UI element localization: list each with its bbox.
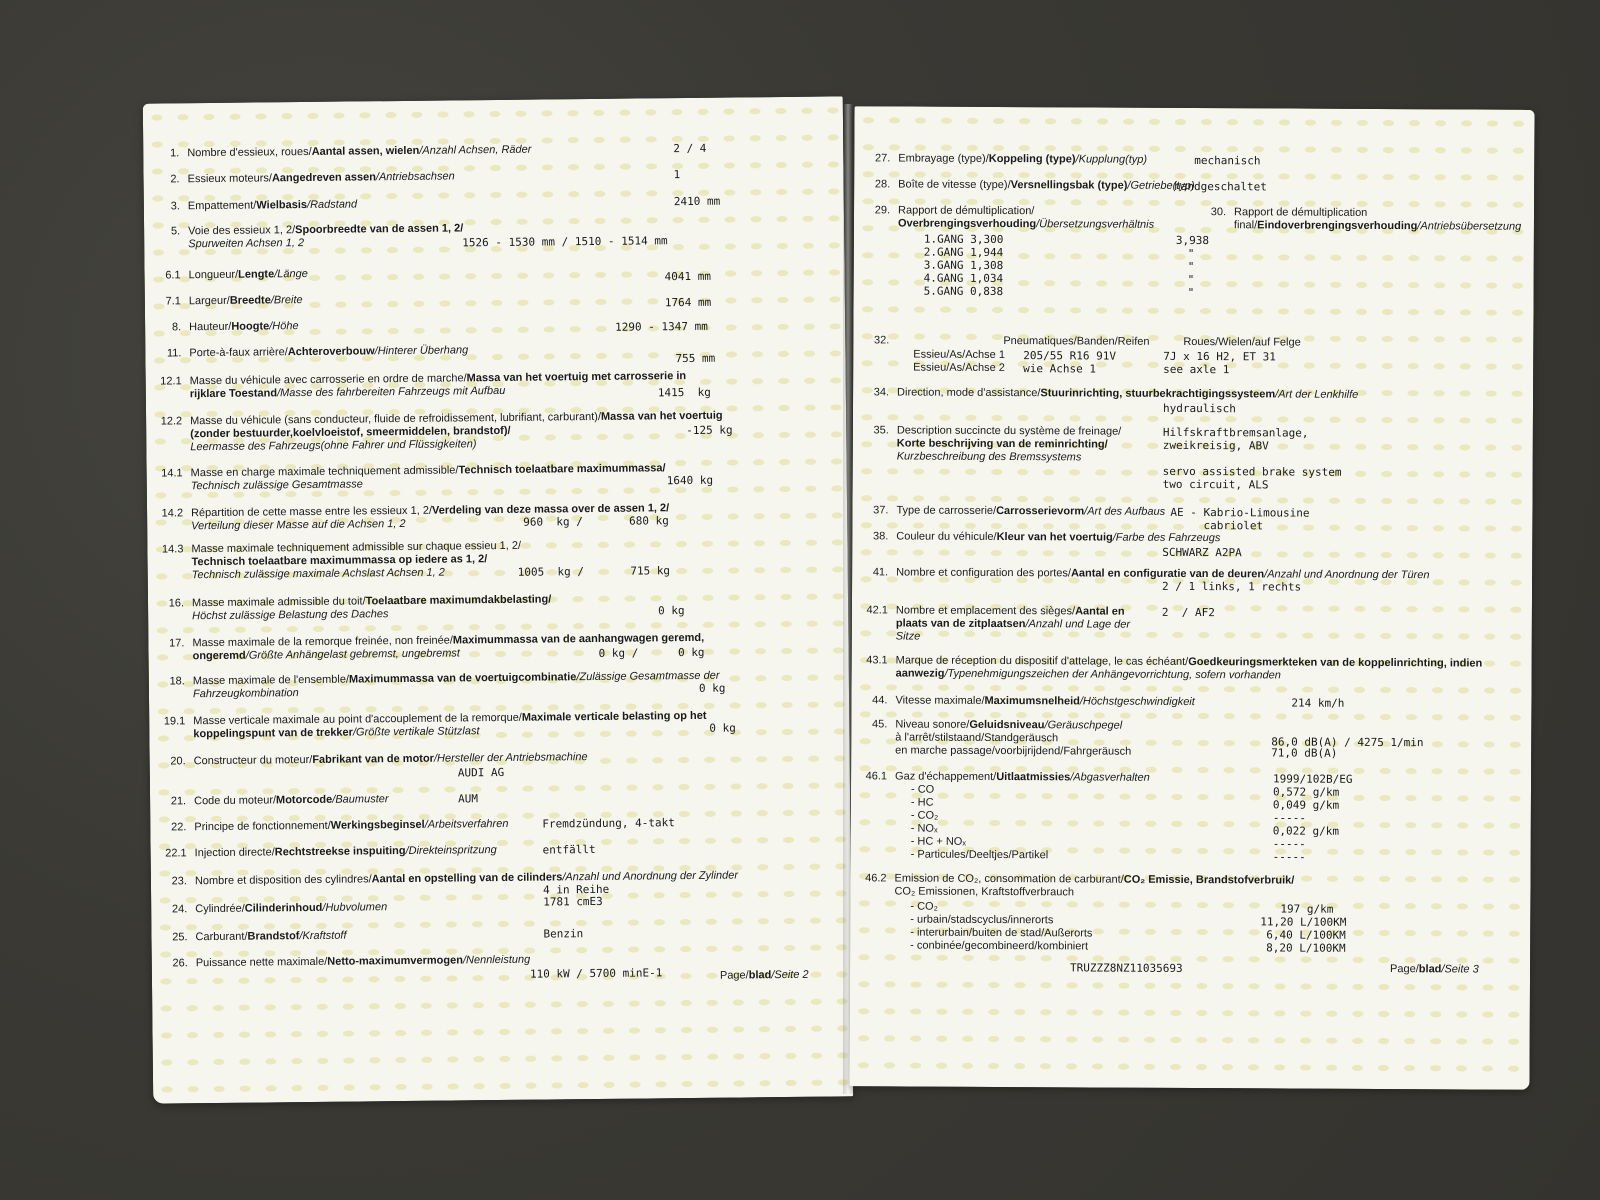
consumption-row: - CO₂ 197 g/km <box>910 900 1334 916</box>
right-page <box>849 106 1534 1090</box>
emission-row: - NOₓ 0,022 g/km <box>910 822 1340 838</box>
item-14-1: 14.1 Masse en charge maximale techniquement admissible/Technisch toelaatbare maximummassa/ Technisch zulässige Gesamtmasse 1640 kg <box>161 462 714 493</box>
gear-row: 2.GANG 1,944 " <box>923 245 1195 261</box>
item-11: 11. Porte-à-faux arrière/Achteroverbouw/Hinterer Überhang 755 mm <box>166 344 716 366</box>
tyre-axle-1: Essieu/As/Achse 1 205/55 R16 91V 7J x 16 H2, ET 31 <box>913 348 1276 364</box>
item-6-1: 6.1 Longueur/Lengte/Länge 4041 mm <box>165 267 712 284</box>
tyre-axle-2: Essieu/As/Achse 2 wie Achse 1 see axle 1 <box>913 361 1230 377</box>
item-38: 38. Couleur du véhicule/Kleur van het voertuig/Farbe des Fahrzeugs SCHWARZ A2PA <box>872 530 1242 560</box>
item-22: 22. Principe de fonctionnement/Werkingsbeginsel/Arbeitsverfahren Fremdzündung, 4-takt <box>171 816 675 834</box>
page-footer-right: Page/blad/Seite 3 <box>1390 963 1479 976</box>
item-45: 45. Niveau sonore/Geluidsniveau/Geräuschpegel <box>872 718 1123 732</box>
item-44: 44. Vitesse maximale/Maximumsnelheid/Höchstgeschwindigkeit 214 km/h <box>872 694 1345 710</box>
gear-row: 4.GANG 1,034 " <box>923 271 1195 287</box>
item-22-1: 22.1 Injection directe/Rechtstreekse inspuiting/Direkteinspritzung entfällt <box>165 842 596 860</box>
item-1: 1. Nombre d'essieux, roues/Aantal assen, wielen/Anzahl Achsen, Räder 2 / 4 <box>170 141 707 160</box>
gear-row: 5.GANG 0,838 " <box>923 284 1195 300</box>
item-25: 25. Carburant/Brandstof/Kraftstoff Benzin <box>172 927 584 944</box>
item-35: 35. Description succincte du système de freinage/ Korte beschrijving van de reminrichting/ Kurzbeschreibung des Bremssystems Hilfskraftbremsanlage, zweikreisig, ABV servo assisted brake system two circuit, ALS <box>873 424 1342 492</box>
item-46-2: 46.2 Emission de CO₂, consommation de carburant/CO₂ Emissie, Brandstofverbruik/ CO₂ Emissionen, Kraftstoffverbrauch <box>865 872 1295 899</box>
emission-row: - CO 0,572 g/km <box>910 783 1340 799</box>
item-2: 2. Essieux moteurs/Aangedreven assen/Antriebsachsen 1 <box>170 168 681 186</box>
noise-passing: en marche passage/voorbijrijdend/Fahrgeräusch 71,0 dB(A) <box>895 744 1338 760</box>
emission-row: - CO₂ ----- <box>910 809 1307 825</box>
item-34: 34. Direction, mode d'assistance/Stuurinrichting, stuurbekrachtigingssysteem/Art der Lenkhilfe hydraulisch <box>873 386 1359 416</box>
page-footer-left: Page/blad/Seite 2 <box>719 968 809 982</box>
item-7-1: 7.1 Largeur/Breedte/Breite 1764 mm <box>165 294 712 310</box>
emission-row: - HC 0,049 g/km <box>910 796 1340 812</box>
item-41: 41. Nombre et configuration des portes/Aantal en configuratie van de deuren/Anzahl und Anordnung der Türen 2 / 1 links, 1 rechts <box>872 566 1430 594</box>
gear-row: 3.GANG 1,308 " <box>923 258 1195 274</box>
item-42-1: 42.1 Nombre et emplacement des sièges/Aantal en plaats van de zitplaatsen/Anzahl und Lage der Sitze 2 / AF2 <box>866 604 1215 643</box>
item-37: 37. Type de carrosserie/Carrosserievorm/Art des Aufbaus AE - Kabrio-Limousine cabriolet <box>873 504 1310 533</box>
item-14-2: 14.2 Répartition de cette masse entre les essieux 1, 2/Verdeling van deze massa over de assen 1, 2/ Verteilung dieser Masse auf die Achsen 1, 2 960 kg / 680 kg <box>161 502 670 533</box>
item-46-1: 46.1 Gaz d'échappement/Uitlaatmissies/Abgasverhalten 1999/102B/EG <box>865 770 1353 786</box>
item-29: 29. Rapport de démultiplication/ Overbrengingsverhouding/Übersetzungsverhältnis <box>874 204 1155 231</box>
emission-row: - Particules/Deeltjes/Partikel ----- <box>910 848 1306 864</box>
item-23: 23. Nombre et disposition des cylindres/Aantal en opstelling van de cilinders/Anzahl und Anordnung der Zylinder 4 in Reihe <box>171 869 739 897</box>
item-14-3: 14.3 Masse maximale techniquement admissible sur chaque essieu 1, 2/ Technisch toelaatbare maximummassa op iedere as 1, 2/ Technisch zulässige maximale Achslast Achsen 1, 2 1005 kg / 715 kg <box>161 539 671 582</box>
noise-stationary: à l'arrêt/stilstaand/Standgeräusch 86,0 dB(A) / 4275 1/min <box>895 731 1424 750</box>
item-12-1: 12.1 Masse du véhicule avec carrosserie en ordre de marche/Massa van het voertuig met carrosserie in rijklare Toestand/Masse des fahrbereiten Fahrzeugs mit Aufbau 1415 kg <box>160 370 711 401</box>
item-30: 30. Rapport de démultiplication final/Eindoverbrengingsverhouding/Antriebsübersetzung <box>1210 206 1522 233</box>
item-8: 8. Hauteur/Hoogte/Höhe 1290 - 1347 mm <box>171 319 708 334</box>
consumption-row: - interurbain/buiten de stad/Außerorts 6,40 L/100KM <box>910 926 1346 942</box>
left-page <box>143 96 853 1103</box>
item-26: 26. Puissance nette maximale/Netto-maximumvermogen/Nennleistung 110 kW / 5700 minE-1 <box>172 953 663 981</box>
item-21: 21. Code du moteur/Motorcode/Baumuster AUM <box>170 792 479 808</box>
item-16: 16. Masse maximale admissible du toit/Toelaatbare maximumdakbelasting/ Höchst zulässige Belastung des Daches 0 kg <box>168 593 685 623</box>
item-19-1: 19.1 Masse verticale maximale au point d'accouplement de la remorque/Maximale verticale belasting op het koppelingspunt van de trekker/Größte vertikale Stützlast 0 kg <box>163 709 736 741</box>
consumption-row: - urbain/stadscyclus/innerorts 11,20 L/100KM <box>910 913 1347 929</box>
item-18: 18. Masse maximale de l'ensemble/Maximummassa van de voertuigcombinatie/Zulässige Gesamtmasse der Fahrzeugkombination 0 kg <box>169 669 726 701</box>
emission-row: - HC + NOₓ ----- <box>910 835 1306 851</box>
consumption-list <box>910 901 1430 956</box>
emissions-list <box>911 784 1431 865</box>
gear-table <box>923 232 1210 300</box>
item-28: 28. Boîte de vitesse (type)/Versnellingsbak (type)/Getriebe(typ) handgeschaltet <box>874 178 1267 194</box>
item-20: 20. Constructeur du moteur/Fabrikant van de motor/Hersteller der Antriebsmachine AUDI AG <box>170 751 588 780</box>
item-3: 3. Empattement/Wielbasis/Radstand 2410 mm <box>170 194 721 213</box>
item-12-2: 12.2 Masse du véhicule (sans conducteur, fluide de refroidissement, lubrifiant, carburant)/Massa van het voertuig (zonder bestuurder,koelvloeistof, smeermiddelen, brandstof)/ Leermasse des Fahrzeugs(ohne Fahrer und Flüssigkeiten) -125 kg <box>160 409 733 454</box>
item-43-1: 43.1 Marque de réception du dispositif d'attelage, le cas échéant/Goedkeuringsmerkteken van de koppelinrichting, indien aanwezig/Typenehmigungszeichen der Anhängevorrichtung, sofern vorhanden <box>866 654 1483 682</box>
vin-number: TRUZZZ8NZ11035693 <box>1070 961 1183 975</box>
item-24: 24. Cylindrée/Cilinderinhoud/Hubvolumen 1781 cmE3 <box>171 894 603 916</box>
item-32: 32. Pneumatiques/Banden/Reifen Roues/Wielen/auf Felge <box>874 334 1301 349</box>
item-5: 5. Voie des essieux 1, 2/Spoorbreedte van de assen 1, 2/ Spurweiten Achsen 1, 2 1526 - 1530 mm / 1510 - 1514 mm <box>170 222 668 251</box>
item-17: 17. Masse maximale de la remorque freinée, non freinée/Maximummassa van de aanhangwagen geremd, ongeremd/Größte Anhängelast gebremst, ungebremst 0 kg / 0 kg <box>169 631 705 663</box>
consumption-row: - conbinée/gecombineerd/kombiniert 8,20 L/100KM <box>910 939 1346 955</box>
gear-row: 1.GANG 3,300 3,938 <box>923 232 1210 248</box>
item-27: 27. Embrayage (type)/Koppeling (type)/Kupplung(typ) mechanisch <box>874 152 1261 168</box>
